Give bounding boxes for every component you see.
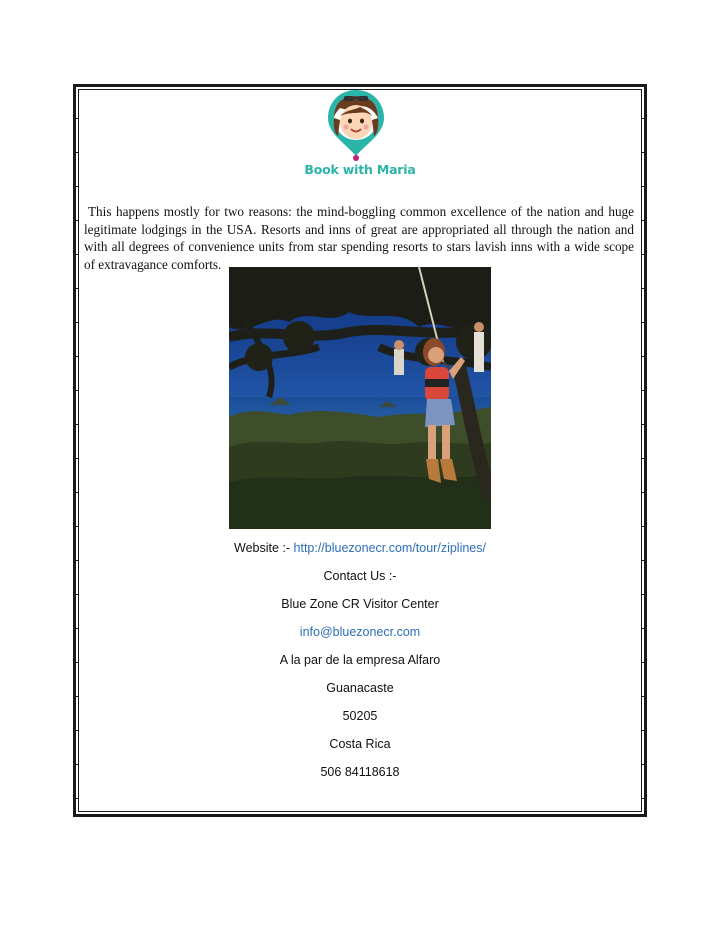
brand-name: Book with Maria	[304, 162, 416, 177]
brand-logo	[300, 88, 420, 183]
contact-label: Contact Us :-	[323, 569, 397, 583]
business-name: Blue Zone CR Visitor Center	[281, 597, 439, 611]
website-line	[80, 541, 640, 555]
region: Guanacaste	[326, 681, 394, 695]
postal-code: 50205	[342, 709, 378, 723]
website-link[interactable]: http://bluezonecr.com/tour/ziplines/	[293, 541, 486, 555]
avatar-pin-icon	[300, 88, 420, 162]
country: Costa Rica	[329, 737, 391, 751]
address-line: A la par de la empresa Alfaro	[279, 653, 441, 667]
phone-number: 506 84118618	[320, 765, 400, 779]
zipline-photo	[229, 267, 491, 529]
email-link[interactable]: info@bluezonecr.com	[299, 625, 421, 639]
website-label: Website :-	[234, 541, 294, 555]
article-paragraph: This happens mostly for two reasons: the mind-boggling common excellence of the nation and huge legitimate lodgings in the USA. Resorts and inns of great are appropriated all through the nation and with all degrees of convenience units from star spending resorts to stars lavish inns with a wide scope of extravagance comforts.	[84, 204, 634, 272]
